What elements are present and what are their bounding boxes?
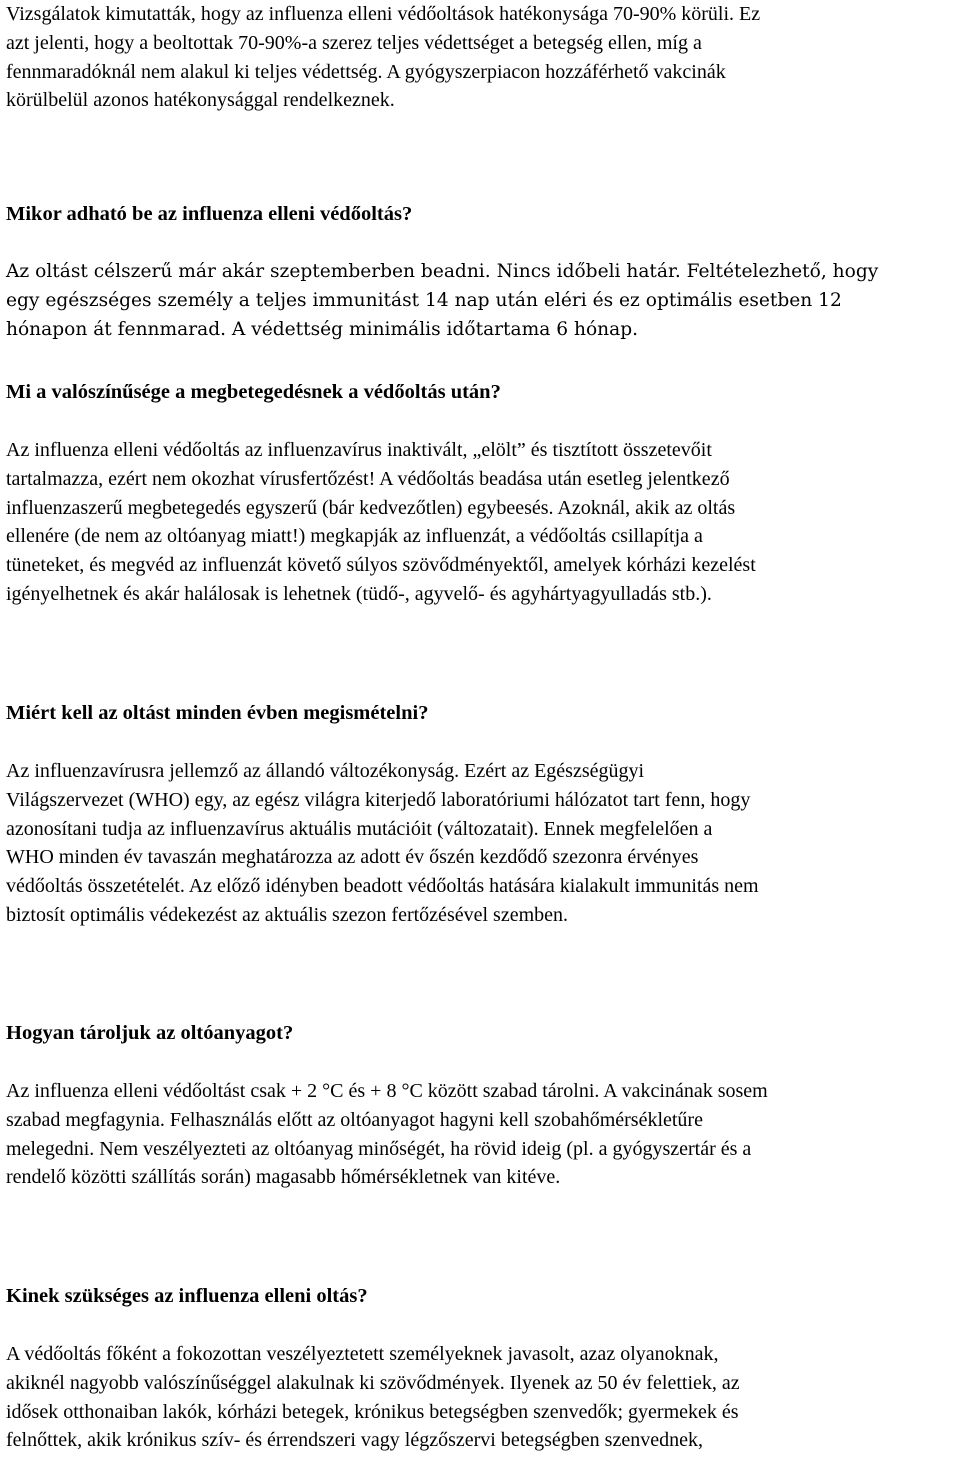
section-heading: Mi a valószínűsége a megbetegedésnek a védőoltás után?: [6, 381, 501, 403]
section-paragraph: [6, 436, 954, 609]
section-heading: Miért kell az oltást minden évben megismételni?: [6, 702, 429, 724]
paragraph-line: akiknél nagyobb valószínűséggel alakulnak ki szövődmények. Ilyenek az 50 év felettiek, az: [6, 1371, 740, 1394]
section-paragraph: [6, 1077, 954, 1192]
paragraph-line: azonosítani tudja az influenzavírus aktuális mutációit (változatait). Ennek megfelelően a: [6, 817, 713, 840]
section-paragraph: [6, 757, 954, 930]
section-heading: Hogyan tároljuk az oltóanyagot?: [6, 1022, 294, 1044]
paragraph-line: igényelhetnek és akár halálosak is lehetnek (tüdő-, agyvelő- és agyhártyagyulladás stb.).: [6, 582, 712, 605]
paragraph-line: Világszervezet (WHO) egy, az egész világra kiterjedő laboratóriumi hálózatot tart fenn, hogy: [6, 788, 751, 811]
paragraph-line: tüneteket, és megvéd az influenzát követő súlyos szövődményektől, amelyek kórházi kezelést: [6, 554, 756, 577]
paragraph-line: egy egészséges személy a teljes immunitást 14 nap után eléri és ez optimális esetben 12: [6, 289, 842, 311]
paragraph-line: biztosít optimális védekezést az aktuális szezon fertőzésével szemben.: [6, 903, 569, 926]
paragraph-line: felnőttek, akik krónikus szív- és érrendszeri vagy légzőszervi betegségben szenvednek,: [6, 1429, 703, 1452]
paragraph-line: hónapon át fennmarad. A védettség minimális időtartama 6 hónap.: [6, 318, 639, 340]
section-paragraph: [6, 258, 954, 344]
paragraph-line: rendelő közötti szállítás során) magasabb hőmérsékletnek van kitéve.: [6, 1166, 561, 1189]
paragraph-line: Az influenzavírusra jellemző az állandó változékonyság. Ezért az Egészségügyi: [6, 760, 645, 782]
paragraph-line: védőoltás összetételét. Az előző idényben beadott védőoltás hatására kialakult immunitás nem: [6, 875, 759, 898]
paragraph-line: Az influenza elleni védőoltás az influenzavírus inaktivált, „elölt” és tisztított összetevőit: [6, 439, 712, 461]
paragraph-line: szabad megfagynia. Felhasználás előtt az oltóanyagot hagyni kell szobahőmérsékletűre: [6, 1108, 703, 1131]
paragraph-line: Vizsgálatok kimutatták, hogy az influenza elleni védőoltások hatékonysága 70-90% körüli. Ez: [6, 3, 761, 25]
paragraph-line: influenzaszerű megbetegedés egyszerű (bár kedvezőtlen) egybeesés. Azoknál, akik az oltás: [6, 496, 736, 519]
paragraph-line: idősek otthonaiban lakók, kórházi betegek, krónikus betegségben szenvedők; gyermekek és: [6, 1400, 739, 1423]
paragraph-line: tartalmazza, ezért nem okozhat vírusfertőzést! A védőoltás beadása után esetleg jelentkező: [6, 467, 730, 490]
intro-paragraph: [6, 0, 954, 115]
paragraph-line: körülbelül azonos hatékonysággal rendelkeznek.: [6, 89, 395, 112]
paragraph-line: Az oltást célszerű már akár szeptemberben beadni. Nincs időbeli határ. Feltételezhető, hogy: [6, 261, 879, 282]
paragraph-line: azt jelenti, hogy a beoltottak 70-90%-a szerez teljes védettséget a betegség ellen, míg a: [6, 31, 702, 54]
paragraph-line: WHO minden év tavaszán meghatározza az adott év őszén kezdődő szezonra érvényes: [6, 846, 699, 869]
section-paragraph: [6, 1340, 954, 1455]
paragraph-line: Az influenza elleni védőoltást csak + 2 °C és + 8 °C között szabad tárolni. A vakcinának sosem: [6, 1080, 768, 1102]
paragraph-line: melegedni. Nem veszélyezteti az oltóanyag minőségét, ha rövid ideig (pl. a gyógyszertár és a: [6, 1137, 752, 1160]
paragraph-line: ellenére (de nem az oltóanyag miatt!) megkapják az influenzát, a védőoltás csillapítja a: [6, 525, 703, 548]
paragraph-line: A védőoltás főként a fokozottan veszélyeztetett személyeknek javasolt, azaz olyanoknak,: [6, 1343, 719, 1365]
section-heading: Mikor adható be az influenza elleni védőoltás?: [6, 203, 413, 225]
section-heading: Kinek szükséges az influenza elleni oltás?: [6, 1285, 368, 1307]
paragraph-line: fennmaradóknál nem alakul ki teljes védettség. A gyógyszerpiacon hozzáférhető vakcinák: [6, 60, 726, 83]
